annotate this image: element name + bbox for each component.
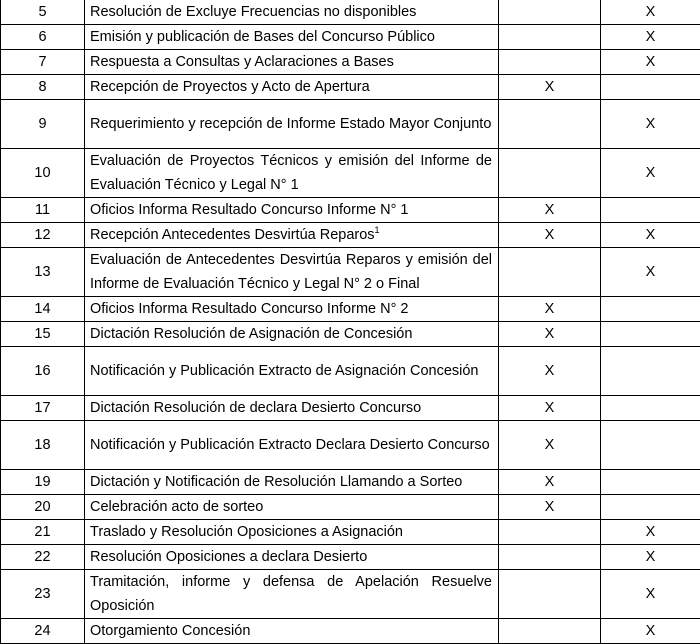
step-mark-b: X xyxy=(601,570,700,619)
step-mark-b xyxy=(601,297,700,322)
step-description: Oficios Informa Resultado Concurso Informe N° 2 xyxy=(85,297,499,322)
step-mark-a: X xyxy=(499,495,601,520)
step-mark-a: X xyxy=(499,223,601,248)
step-number: 6 xyxy=(1,25,85,50)
table-row xyxy=(1,100,700,149)
step-mark-a xyxy=(499,149,601,198)
step-number: 21 xyxy=(1,520,85,545)
step-mark-a xyxy=(499,50,601,75)
step-mark-a xyxy=(499,248,601,297)
step-description: Evaluación de Antecedentes Desvirtúa Reparos y emisión del Informe de Evaluación Técnico y Legal N° 2 o Final xyxy=(85,248,499,297)
step-mark-a: X xyxy=(499,347,601,396)
step-number: 16 xyxy=(1,347,85,396)
step-mark-a xyxy=(499,25,601,50)
step-mark-a xyxy=(499,100,601,149)
step-description: Requerimiento y recepción de Informe Estado Mayor Conjunto xyxy=(85,100,499,149)
step-mark-b xyxy=(601,421,700,470)
step-mark-b xyxy=(601,470,700,495)
step-mark-b: X xyxy=(601,50,700,75)
table-row xyxy=(1,25,700,50)
table-row xyxy=(1,0,700,25)
table-row xyxy=(1,149,700,198)
step-mark-b: X xyxy=(601,100,700,149)
step-mark-a xyxy=(499,619,601,644)
step-mark-a: X xyxy=(499,75,601,100)
table-row xyxy=(1,198,700,223)
step-number: 7 xyxy=(1,50,85,75)
step-number: 24 xyxy=(1,619,85,644)
step-description: Dictación Resolución de declara Desierto Concurso xyxy=(85,396,499,421)
step-mark-b: X xyxy=(601,248,700,297)
step-description: Dictación y Notificación de Resolución Llamando a Sorteo xyxy=(85,470,499,495)
table-row xyxy=(1,570,700,619)
step-description: Evaluación de Proyectos Técnicos y emisión del Informe de Evaluación Técnico y Legal N° 1 xyxy=(85,149,499,198)
step-mark-b: X xyxy=(601,0,700,25)
step-mark-a: X xyxy=(499,322,601,347)
table-row xyxy=(1,520,700,545)
step-mark-b: X xyxy=(601,223,700,248)
step-description: Traslado y Resolución Oposiciones a Asignación xyxy=(85,520,499,545)
step-mark-a: X xyxy=(499,470,601,495)
step-number: 10 xyxy=(1,149,85,198)
step-mark-b xyxy=(601,396,700,421)
table-row xyxy=(1,322,700,347)
table-row xyxy=(1,396,700,421)
step-mark-a: X xyxy=(499,421,601,470)
step-description: Oficios Informa Resultado Concurso Informe N° 1 xyxy=(85,198,499,223)
step-number: 8 xyxy=(1,75,85,100)
step-mark-a: X xyxy=(499,297,601,322)
step-mark-b: X xyxy=(601,149,700,198)
table-row xyxy=(1,619,700,644)
step-mark-a: X xyxy=(499,198,601,223)
step-description: Respuesta a Consultas y Aclaraciones a Bases xyxy=(85,50,499,75)
step-number: 15 xyxy=(1,322,85,347)
step-description: Resolución Oposiciones a declara Desierto xyxy=(85,545,499,570)
table-row xyxy=(1,347,700,396)
table-row xyxy=(1,495,700,520)
step-mark-b: X xyxy=(601,520,700,545)
step-description: Otorgamiento Concesión xyxy=(85,619,499,644)
step-description: Tramitación, informe y defensa de Apelación Resuelve Oposición xyxy=(85,570,499,619)
step-mark-b: X xyxy=(601,545,700,570)
table-row xyxy=(1,50,700,75)
table-row xyxy=(1,470,700,495)
step-number: 18 xyxy=(1,421,85,470)
step-number: 12 xyxy=(1,223,85,248)
table-row xyxy=(1,75,700,100)
step-mark-a xyxy=(499,570,601,619)
step-description: Emisión y publicación de Bases del Concurso Público xyxy=(85,25,499,50)
step-number: 19 xyxy=(1,470,85,495)
step-description: Celebración acto de sorteo xyxy=(85,495,499,520)
step-description: Resolución de Excluye Frecuencias no disponibles xyxy=(85,0,499,25)
footnote-marker: 1 xyxy=(375,225,380,235)
step-mark-b xyxy=(601,75,700,100)
step-mark-b: X xyxy=(601,619,700,644)
step-mark-b xyxy=(601,322,700,347)
step-mark-a: X xyxy=(499,396,601,421)
step-number: 23 xyxy=(1,570,85,619)
step-mark-a xyxy=(499,0,601,25)
step-description-text: Recepción Antecedentes Desvirtúa Reparos xyxy=(90,227,375,243)
step-description: Notificación y Publicación Extracto Declara Desierto Concurso xyxy=(85,421,499,470)
table-row xyxy=(1,248,700,297)
step-number: 20 xyxy=(1,495,85,520)
step-description: Notificación y Publicación Extracto de Asignación Concesión xyxy=(85,347,499,396)
step-number: 11 xyxy=(1,198,85,223)
step-mark-b: X xyxy=(601,25,700,50)
table-row xyxy=(1,545,700,570)
step-mark-a xyxy=(499,545,601,570)
step-description xyxy=(85,223,499,248)
step-description: Dictación Resolución de Asignación de Concesión xyxy=(85,322,499,347)
table-row xyxy=(1,421,700,470)
step-number: 5 xyxy=(1,0,85,25)
step-number: 9 xyxy=(1,100,85,149)
table-row xyxy=(1,297,700,322)
step-mark-b xyxy=(601,347,700,396)
step-number: 22 xyxy=(1,545,85,570)
step-number: 14 xyxy=(1,297,85,322)
step-number: 17 xyxy=(1,396,85,421)
step-mark-b xyxy=(601,495,700,520)
step-description: Recepción de Proyectos y Acto de Apertura xyxy=(85,75,499,100)
table-row xyxy=(1,223,700,248)
step-mark-a xyxy=(499,520,601,545)
step-mark-b xyxy=(601,198,700,223)
step-number: 13 xyxy=(1,248,85,297)
